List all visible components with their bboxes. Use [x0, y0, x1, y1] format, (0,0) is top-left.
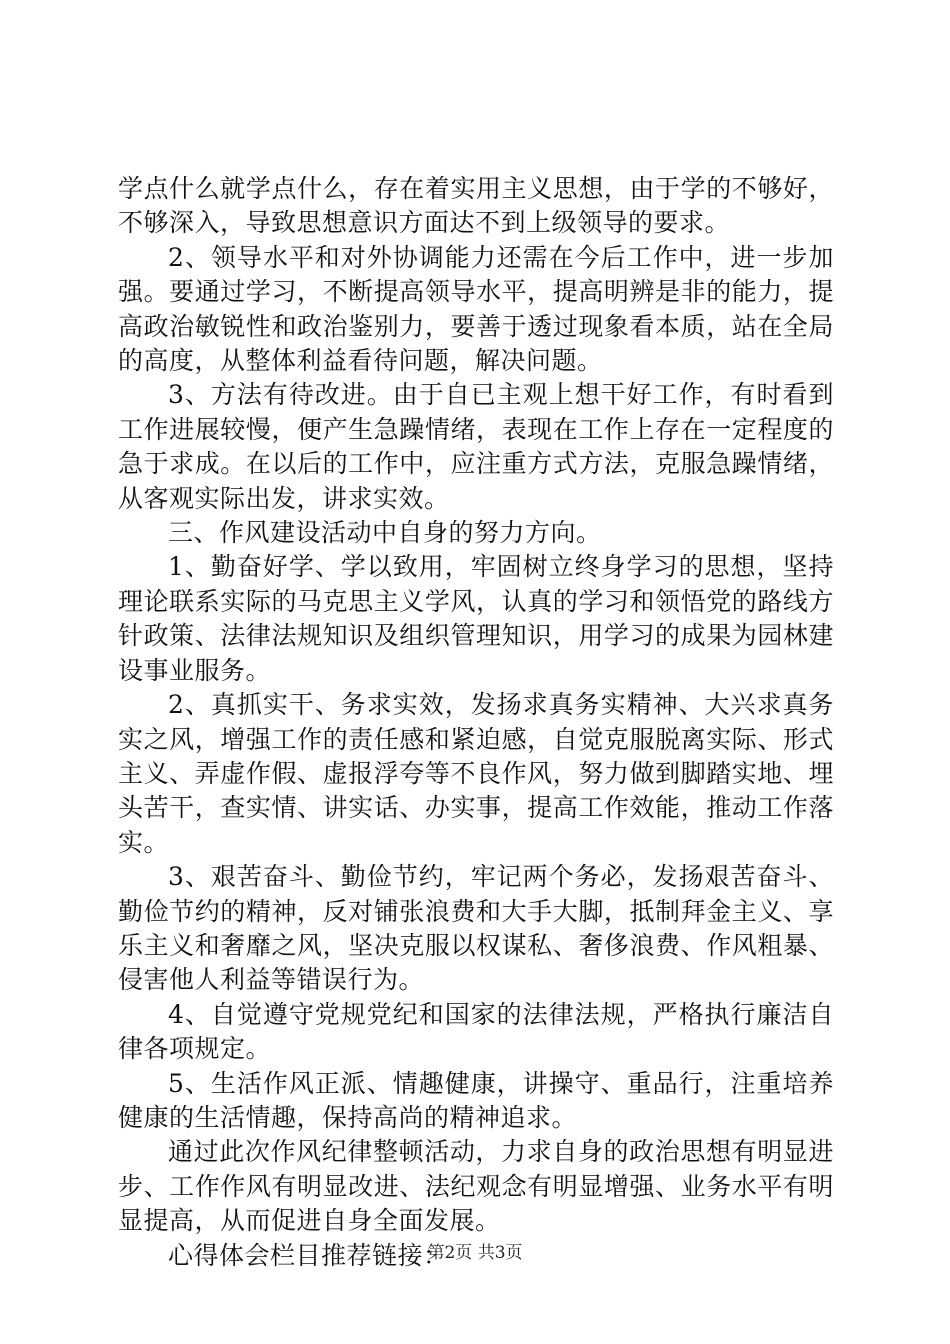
section-heading-direction: 三、作风建设活动中自身的努力方向。 [168, 518, 602, 548]
document-body [118, 172, 834, 1273]
paragraph-leadership: 2、领导水平和对外协调能力还需在今后工作中，进一步加强。要通过学习，不断提高领导水平，提高明辨是非的能力，提高政治敏锐性和政治鉴别力，要善于透过现象看本质，站在全局的高度，从整体利益看待问题，解决问题。 [118, 242, 834, 376]
paragraph-study: 1、勤奋好学、学以致用，牢固树立终身学习的思想，坚持理论联系实际的马克思主义学风，认真的学习和领悟党的路线方针政策、法律法规知识及组织管理知识，用学习的成果为园林建设事业服务。 [118, 552, 834, 685]
paragraph-lifestyle: 5、生活作风正派、情趣健康，讲操守、重品行，注重培养健康的生活情趣，保持高尚的精神追求。 [118, 1068, 834, 1132]
paragraph-continuation: 学点什么就学点什么，存在着实用主义思想，由于学的不够好，不够深入，导致思想意识方面达不到上级领导的要求。 [118, 174, 834, 238]
paragraph-frugal: 3、艰苦奋斗、勤俭节约，牢记两个务必，发扬艰苦奋斗、勤俭节约的精神，反对铺张浪费和大手大脚，抵制拜金主义、享乐主义和奢靡之风，坚决克服以权谋私、奢侈浪费、作风粗暴、侵害他人利益等错误行为。 [118, 862, 834, 995]
paragraph-recommend-links: 心得体会栏目推荐链接： [168, 1240, 449, 1270]
page-number-footer: 第2页 共3页 [427, 1243, 523, 1263]
paragraph-practical: 2、真抓实干、务求实效，发扬求真务实精神、大兴求真务实之风，增强工作的责任感和紧迫感，自觉克服脱离实际、形式主义、弄虚作假、虚报浮夸等不良作风，努力做到脚踏实地、埋头苦干，查实情、讲实话、办实事，提高工作效能，推动工作落实。 [118, 690, 834, 857]
paragraph-discipline: 4、自觉遵守党规党纪和国家的法律法规，严格执行廉洁自律各项规定。 [118, 999, 834, 1064]
paragraph-method: 3、方法有待改进。由于自已主观上想干好工作，有时看到工作进展较慢，便产生急躁情绪，表现在工作上存在一定程度的急于求成。在以后的工作中，应注重方式方法，克服急躁情绪，从客观实际出发，讲求实效。 [118, 380, 834, 513]
paragraph-conclusion: 通过此次作风纪律整顿活动，力求自身的政治思想有明显进步、工作作风有明显改进、法纪观念有明显增强、业务水平有明显提高，从而促进自身全面发展。 [118, 1137, 834, 1236]
